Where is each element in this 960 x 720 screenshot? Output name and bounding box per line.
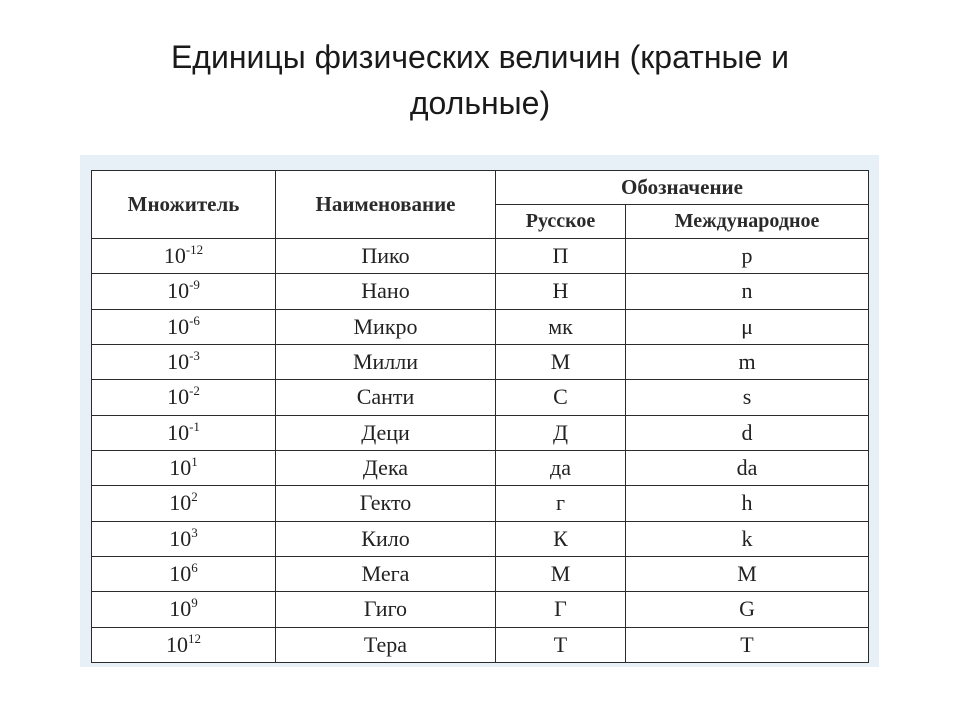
multiplier-cell — [92, 239, 276, 274]
prefix-name-cell: Нано — [276, 274, 496, 309]
prefix-name-cell: Деци — [276, 415, 496, 450]
multiplier-exponent: 9 — [191, 595, 198, 611]
table-image-frame — [80, 155, 879, 667]
multiplier-exponent: 6 — [191, 560, 198, 576]
multiplier-cell — [92, 556, 276, 591]
multiplier-cell — [92, 521, 276, 556]
prefix-name-cell: Кило — [276, 521, 496, 556]
slide-title-line-2: дольные) — [409, 85, 551, 121]
table-row — [92, 592, 869, 627]
multiplier-cell — [92, 344, 276, 379]
multiplier-exponent: -3 — [189, 348, 200, 364]
multiplier-base: 10 — [169, 596, 192, 622]
multiplier-exponent: -6 — [189, 312, 200, 328]
multiplier-base: 10 — [167, 313, 190, 339]
prefix-name-cell: Гиго — [276, 592, 496, 627]
multiplier-base: 10 — [169, 561, 192, 587]
table-row — [92, 309, 869, 344]
multiplier-base: 10 — [169, 455, 192, 481]
table-body — [92, 239, 869, 663]
international-symbol-cell: T — [626, 627, 869, 662]
russian-symbol-cell: М — [496, 556, 626, 591]
multiplier-base: 10 — [169, 525, 192, 551]
international-symbol-cell: da — [626, 450, 869, 485]
slide-title-line-1: Единицы физических величин (кратные и — [170, 39, 790, 75]
international-symbol-cell: G — [626, 592, 869, 627]
multiplier-cell — [92, 274, 276, 309]
multiplier-exponent: 2 — [191, 489, 198, 505]
russian-symbol-cell: П — [496, 239, 626, 274]
table-row — [92, 556, 869, 591]
prefix-name-cell: Гекто — [276, 486, 496, 521]
russian-symbol-cell: Н — [496, 274, 626, 309]
prefix-name-cell: Милли — [276, 344, 496, 379]
multiplier-cell — [92, 486, 276, 521]
multiplier-exponent: -9 — [189, 277, 200, 293]
multiplier-cell — [92, 415, 276, 450]
table-header-row — [92, 171, 869, 205]
header-international: Международное — [626, 205, 869, 239]
table-row — [92, 627, 869, 662]
russian-symbol-cell: г — [496, 486, 626, 521]
multiplier-base: 10 — [167, 349, 190, 375]
international-symbol-cell: M — [626, 556, 869, 591]
multiplier-base: 10 — [166, 631, 188, 657]
table-row — [92, 344, 869, 379]
multiplier-base: 10 — [169, 490, 192, 516]
header-designation: Обозначение — [496, 171, 869, 205]
header-name: Наименование — [276, 171, 496, 239]
table-row — [92, 450, 869, 485]
international-symbol-cell: m — [626, 344, 869, 379]
russian-symbol-cell: да — [496, 450, 626, 485]
prefix-name-cell: Пико — [276, 239, 496, 274]
prefix-name-cell: Мега — [276, 556, 496, 591]
slide-title — [0, 34, 960, 126]
multiplier-cell — [92, 309, 276, 344]
multiplier-base: 10 — [167, 278, 190, 304]
prefix-name-cell: Дека — [276, 450, 496, 485]
header-multiplier: Множитель — [92, 171, 276, 239]
russian-symbol-cell: мк — [496, 309, 626, 344]
table-row — [92, 521, 869, 556]
russian-symbol-cell: К — [496, 521, 626, 556]
international-symbol-cell: p — [626, 239, 869, 274]
prefix-table — [91, 170, 869, 663]
table-row — [92, 415, 869, 450]
header-russian: Русское — [496, 205, 626, 239]
russian-symbol-cell: Г — [496, 592, 626, 627]
table-row — [92, 486, 869, 521]
table-row — [92, 380, 869, 415]
russian-symbol-cell: М — [496, 344, 626, 379]
prefix-name-cell: Микро — [276, 309, 496, 344]
international-symbol-cell: s — [626, 380, 869, 415]
multiplier-exponent: -12 — [185, 242, 204, 258]
multiplier-exponent: -1 — [189, 418, 200, 434]
multiplier-cell — [92, 627, 276, 662]
russian-symbol-cell: Д — [496, 415, 626, 450]
russian-symbol-cell: С — [496, 380, 626, 415]
prefix-name-cell: Санти — [276, 380, 496, 415]
prefix-name-cell: Тера — [276, 627, 496, 662]
multiplier-exponent: 3 — [191, 524, 198, 540]
multiplier-base: 10 — [167, 384, 190, 410]
international-symbol-cell: k — [626, 521, 869, 556]
table-row — [92, 274, 869, 309]
multiplier-exponent: -2 — [189, 383, 200, 399]
international-symbol-cell: h — [626, 486, 869, 521]
multiplier-base: 10 — [167, 419, 190, 445]
multiplier-exponent: 12 — [188, 630, 201, 646]
multiplier-exponent: 1 — [191, 454, 198, 470]
multiplier-cell — [92, 450, 276, 485]
international-symbol-cell: μ — [626, 309, 869, 344]
multiplier-cell — [92, 380, 276, 415]
russian-symbol-cell: Т — [496, 627, 626, 662]
international-symbol-cell: d — [626, 415, 869, 450]
international-symbol-cell: n — [626, 274, 869, 309]
multiplier-base: 10 — [163, 243, 186, 269]
multiplier-cell — [92, 592, 276, 627]
table-row — [92, 239, 869, 274]
